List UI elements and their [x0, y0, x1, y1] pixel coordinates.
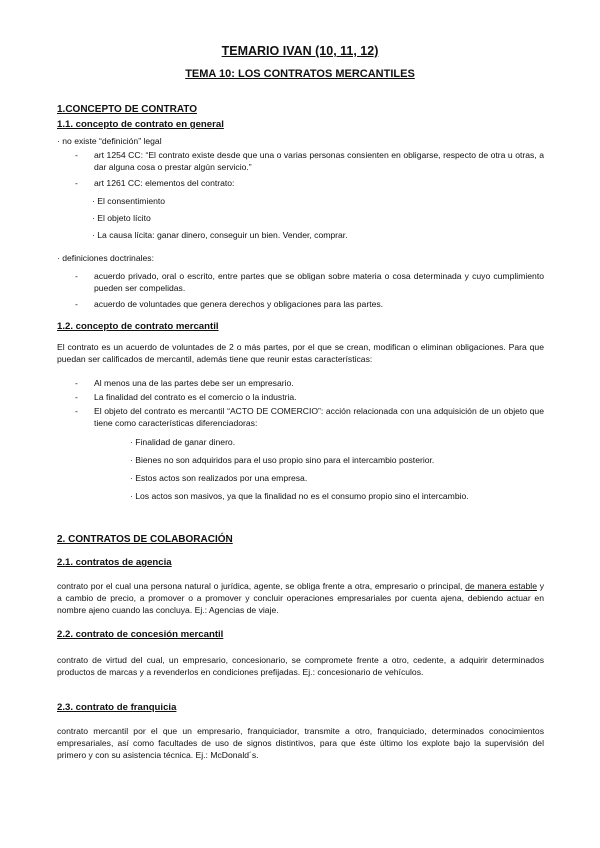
agencia-text-start: contrato por el cual una persona natural o jurídica, agente, se obliga frente a otra, empresario o principal, — [57, 581, 466, 591]
list-item — [57, 405, 544, 429]
element-item: · El consentimiento — [92, 196, 166, 206]
section2-heading: 2. CONTRATOS DE COLABORACIÓN — [57, 534, 233, 545]
list-item — [57, 270, 544, 294]
concesion-paragraph: contrato de virtud del cual, un empresario, concesionario, se compromete frente a otro, cedente, a adquirir determinados productos de marcas y a revenderlos en condiciones prefijadas. Ej.: concesionario de vehículos. — [57, 655, 544, 677]
agencia-paragraph — [57, 580, 544, 616]
list-item-text: acuerdo privado, oral o escrito, entre partes que se obligan sobre materia o cosa determinada y cuyo cumplimiento pueden ser compelidas. — [94, 271, 544, 293]
dash-bullet: - — [75, 178, 78, 188]
list-item — [57, 177, 544, 189]
document-subtitle: TEMA 10: LOS CONTRATOS MERCANTILES — [185, 68, 415, 80]
list-item-text: La finalidad del contrato es el comercio o la industria. — [94, 392, 297, 402]
list-item — [57, 149, 544, 173]
list-item-text: acuerdo de voluntades que genera derechos y obligaciones para las partes. — [94, 299, 384, 309]
list-item-text: Al menos una de las partes debe ser un empresario. — [94, 378, 294, 388]
element-item: · La causa lícita: ganar dinero, conseguir un bien. Vender, comprar. — [92, 230, 348, 240]
dash-bullet: - — [75, 150, 78, 160]
dash-bullet: - — [75, 299, 78, 309]
dash-bullet: - — [75, 271, 78, 281]
agencia-text-underlined: de manera estable — [465, 581, 537, 591]
doctrinal-intro: · definiciones doctrinales: — [57, 253, 154, 263]
dash-bullet: - — [75, 406, 78, 416]
feature-item: · Estos actos son realizados por una empresa. — [130, 473, 308, 483]
list-item — [57, 377, 544, 389]
feature-item: · Bienes no son adquiridos para el uso propio sino para el intercambio posterior. — [130, 455, 435, 465]
list-item — [57, 391, 544, 403]
section2-2-heading: 2.2. contrato de concesión mercantil — [57, 629, 224, 640]
section1-1-heading: 1.1. concepto de contrato en general — [57, 119, 224, 130]
section2-1-heading: 2.1. contratos de agencia — [57, 557, 172, 568]
dash-bullet: - — [75, 392, 78, 402]
feature-item: · Los actos son masivos, ya que la finalidad no es el consumo propio sino el intercambio. — [130, 491, 469, 501]
section1-heading: 1.CONCEPTO DE CONTRATO — [57, 104, 198, 115]
list-item-text: El objeto del contrato es mercantil “ACTO DE COMERCIO”: acción relacionada con una adquisición de un objeto que tiene como características diferenciadoras: — [94, 406, 544, 428]
dash-bullet: - — [75, 378, 78, 388]
section2-3-heading: 2.3. contrato de franquicia — [57, 702, 177, 713]
element-item: · El objeto lícito — [92, 213, 151, 223]
legal-intro: · no existe “definición” legal — [57, 136, 162, 146]
feature-item: · Finalidad de ganar dinero. — [130, 437, 236, 447]
list-item-text: art 1261 CC: elementos del contrato: — [94, 178, 235, 188]
agencia-text-end: y a cambio de precio, a promover o a promover y concluir operaciones empresariales por cuenta ajena, debiendo actuar en nombre ajeno cuando las concluya. Ej.: Agencias de viaje. — [57, 581, 544, 615]
list-item — [57, 298, 544, 310]
franquicia-paragraph: contrato mercantil por el que un empresario, franquiciador, transmite a otro, franquiciado, determinados conocimientos empresariales, así como facultades de uso de signos distintivos, para que éste último los explote bajo la supervisión del primero y con su asistencia técnica. Ej.: McDonald´s. — [57, 726, 544, 760]
section1-2-heading: 1.2. concepto de contrato mercantil — [57, 321, 219, 332]
list-item-text: art 1254 CC: “El contrato existe desde que una o varias personas consienten en obligarse, respecto de otra u otras, a dar alguna cosa o prestar algún servicio.” — [94, 150, 544, 172]
document-title: TEMARIO IVAN (10, 11, 12) — [221, 44, 379, 58]
mercantil-paragraph: El contrato es un acuerdo de voluntades de 2 o más partes, por el que se crean, modifican o eliminan obligaciones. Para que puedan ser calificados de mercantil, además tiene que reunir estas características: — [57, 342, 544, 364]
